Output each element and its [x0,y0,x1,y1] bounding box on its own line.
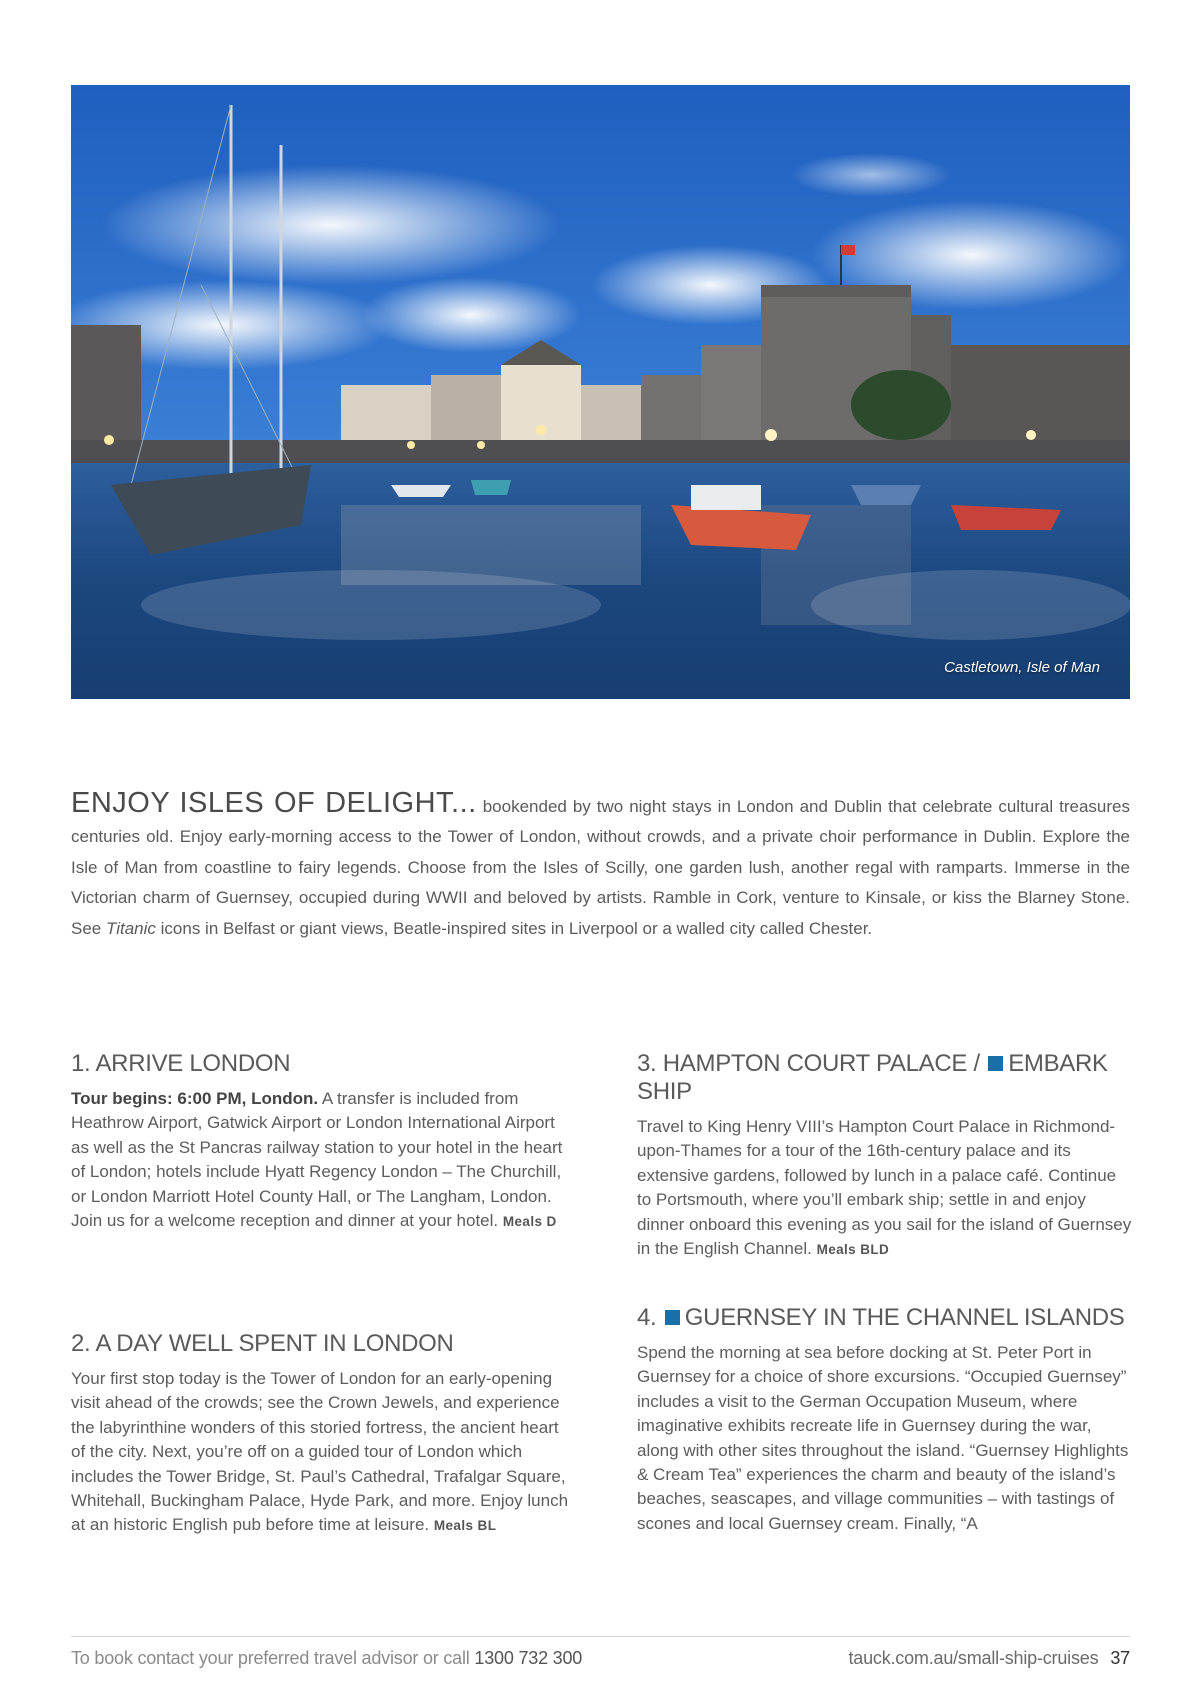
footer-divider [71,1636,1130,1637]
day-1-text: A transfer is included from Heathrow Airport, Gatwick Airport or London International Airport as well as the St Pancras railway station to your hotel in the heart of London; hotels include Hyatt Regency London – The Churchill, or London Marriott Hotel County Hall, or The Langham, London. Join us for a welcome reception and dinner at your hotel. [71,1089,563,1231]
day-1-title: 1. ARRIVE LONDON [71,1050,291,1077]
footer-right [848,1648,1130,1669]
day-1-section [71,1050,571,1234]
day-1-body [71,1087,571,1234]
intro-lead: ENJOY ISLES OF DELIGHT... [71,787,477,819]
intro-text-1: bookended by two night stays in London and Dublin that celebrate cultural treasures centuries old. Enjoy early-morning access to the Tower of London, without crowds, and a private choir performance in Dublin. Explore the Isle of Man from coastline to fairy legends. Choose from the Isles of Scilly, one garden lush, another regal with ramparts. Immerse in the Victorian charm of Guernsey, occupied during WWII and beloved by artists. Ramble in Cork, venture to Kinsale, or kiss the Blarney Stone. See [71,797,1130,938]
footer-url[interactable]: tauck.com.au/small-ship-cruises [848,1648,1099,1668]
day-1-meals: Meals D [502,1214,557,1230]
day-4-title-b: GUERNSEY IN THE CHANNEL ISLANDS [684,1304,1125,1331]
day-3-section [637,1050,1132,1262]
day-4-title-a: 4. [637,1304,663,1331]
ship-square-icon [988,1056,1003,1071]
day-1-start: Tour begins: 6:00 PM, London. [71,1089,319,1108]
intro-text-2: icons in Belfast or giant views, Beatle-inspired sites in Liverpool or a walled city called Chester. [155,918,873,938]
day-4-section [637,1304,1132,1536]
day-3-body [637,1115,1132,1262]
page-number: 37 [1110,1648,1130,1668]
footer-phone[interactable]: 1300 732 300 [474,1648,583,1668]
day-2-title: 2. A DAY WELL SPENT IN LONDON [71,1330,454,1357]
footer-contact-text: To book contact your preferred travel advisor or call [71,1648,475,1668]
day-2-meals: Meals BL [433,1518,497,1534]
day-3-text: Travel to King Henry VIII’s Hampton Court Palace in Richmond-upon-Thames for a tour of the 16th-century palace and its extensive gardens, followed by lunch in a palace café. Continue to Portsmouth, where you’ll embark ship; settle in and enjoy dinner onboard this evening as you sail for the island of Guernsey in the English Channel. [637,1117,1132,1259]
harbour-illustration [71,85,1130,699]
footer-contact [71,1648,582,1669]
day-2-section [71,1330,571,1539]
intro-paragraph [71,788,1130,944]
day-3-title-b: EMBARK SHIP [637,1050,1108,1105]
day-4-body: Spend the morning at sea before docking at St. Peter Port in Guernsey for a choice of shore excursions. “Occupied Guernsey” includes a visit to the German Occupation Museum, where imaginative exhibits recreate life in Guernsey during the war, along with other sites throughout the island. “Guernsey Highlights & Cream Tea” experiences the charm and beauty of the island’s beaches, seascapes, and village communities – with tastings of scones and local Guernsey cream. Finally, “A [637,1343,1129,1533]
intro-italic: Titanic [105,918,156,938]
day-4-title [637,1304,1132,1332]
photo-caption: Castletown, Isle of Man [944,659,1100,676]
day-3-title-a: 3. HAMPTON COURT PALACE / [637,1050,987,1077]
day-3-title [637,1050,1132,1106]
day-2-body [71,1367,571,1539]
day-2-text: Your first stop today is the Tower of London for an early-opening visit ahead of the crowds; see the Crown Jewels, and experience the labyrinthine wonders of this storied fortress, the ancient heart of the city. Next, you’re off on a guided tour of London which includes the Tower Bridge, St. Paul’s Cathedral, Trafalgar Square, Whitehall, Buckingham Palace, Hyde Park, and more. Enjoy lunch at an historic English pub before time at leisure. [71,1369,569,1535]
hero-photo [71,85,1130,699]
ship-square-icon [665,1310,680,1325]
day-3-meals: Meals BLD [816,1242,890,1258]
